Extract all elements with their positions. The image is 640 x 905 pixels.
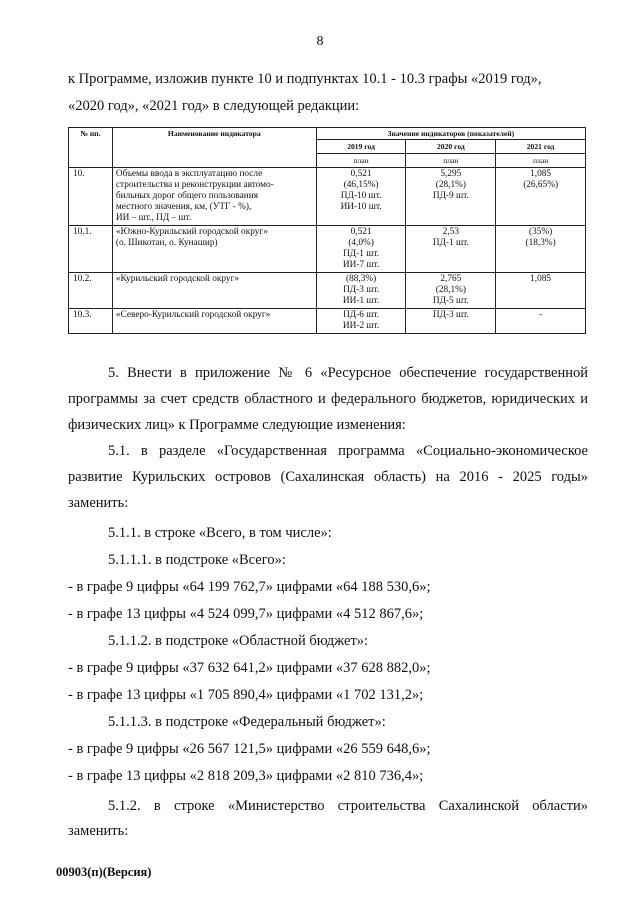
indicator-name-line: местного значения, км, (УТГ - %), [115,202,252,212]
header-plan: план [406,154,496,168]
intro-line-2: «2020 год», «2021 год» в следующей редакции: [68,98,360,114]
paragraph-5-1: 5.1. в разделе «Государственная программа «Социально-экономическое развитие Курильских островов (Сахалинская область) на 2016 - 2025 годы» заменить: [68,443,588,511]
header-year-2019: 2019 год [316,140,406,154]
change-line-6: - в графе 13 цифры «2 818 209,3» цифрами «2 810 736,4»; [68,768,424,784]
header-values: Значение индикаторов (показателей) [316,128,585,140]
value-2019-line: (4,0%) [348,238,374,248]
header-name: Наименование индикатора [112,128,316,168]
value-2019-line: (46,15%) [343,180,379,190]
change-line-5: - в графе 9 цифры «26 567 121,5» цифрами «26 559 648,6»; [68,741,431,757]
page-number: 8 [316,34,324,49]
value-2020 [406,273,496,309]
indicator-name [112,168,316,226]
indicator-name-line: строительства и реконструкции автомо- [115,180,274,190]
value-2020 [406,168,496,226]
paragraph-5-1-2: 5.1.2. в строке «Министерство строительства Сахалинской области» заменить: [68,798,588,839]
indicator-name-line: Объемы ввода в эксплуатацию после [115,169,263,179]
row-number: 10.2. [69,273,113,309]
value-2020-line: 2,53 [442,227,459,237]
value-2020 [406,309,496,334]
row-number: 10.1. [69,226,113,273]
indicator-name-line: «Северо-Курильский городской округ» [115,310,271,320]
value-2021 [496,226,586,273]
value-2021-line: 1,085 [530,274,552,284]
table-row [69,168,586,226]
header-plan: план [316,154,406,168]
value-2021-line: (26,65%) [523,180,559,190]
row-number: 10. [69,168,113,226]
header-year-2020: 2020 год [406,140,496,154]
value-2019-line: ИИ-10 шт. [340,202,382,212]
amendments-section [68,360,588,844]
paragraph-5: 5. Внести в приложение № 6 «Ресурсное обеспечение государственной программы за счет средств областного и федерального бюджетов, юридических и физических лиц» к Программе следующие изменения: [68,365,588,433]
indicator-name-line: бильных дорог общего пользования [115,191,258,201]
indicator-name [112,226,316,273]
indicator-name [112,273,316,309]
value-2021-line: - [539,310,543,320]
header-plan: план [496,154,586,168]
row-number: 10.3. [69,309,113,334]
intro-line-1: к Программе, изложив пункте 10 и подпунктах 10.1 - 10.3 графы «2019 год», [68,71,542,87]
header-num: № пп. [69,128,113,168]
indicators-table [68,127,586,334]
value-2020-line: ПД-1 шт. [432,238,469,248]
value-2019 [316,226,406,273]
header-year-2021: 2021 год [496,140,586,154]
value-2021-line: (35%) [529,227,553,237]
value-2019-line: (88,3%) [345,274,377,284]
indicator-name-line: «Курильский городской округ» [115,274,240,284]
paragraph-5-1-1-2: 5.1.1.2. в подстроке «Областной бюджет»: [108,633,369,649]
value-2019 [316,309,406,334]
value-2019-line: ИИ-2 шт. [342,321,380,331]
value-2019-line: ИИ-7 шт. [342,260,380,270]
value-2021-line: (18,3%) [525,238,556,248]
value-2020-line: (28,1%) [435,180,466,190]
table-row [69,273,586,309]
table-row [69,226,586,273]
change-line-2: - в графе 13 цифры «4 524 099,7» цифрами «4 512 867,6»; [68,606,424,622]
document-code: 00903(п)(Версия) [56,865,152,879]
value-2020-line: ПД-9 шт. [432,191,469,201]
value-2021 [496,273,586,309]
value-2021 [496,309,586,334]
table-row [69,309,586,334]
value-2020-line: 5,295 [440,169,462,179]
value-2020-line: ПД-5 шт. [432,296,469,306]
indicator-name-line: (о. Шикотан, о. Кунашир) [115,238,218,248]
value-2019 [316,273,406,309]
value-2021 [496,168,586,226]
change-line-3: - в графе 9 цифры «37 632 641,2» цифрами «37 628 882,0»; [68,660,431,676]
indicator-name [112,309,316,334]
intro-paragraph [68,66,588,120]
value-2019 [316,168,406,226]
paragraph-5-1-1-3: 5.1.1.3. в подстроке «Федеральный бюджет»: [108,714,386,730]
value-2020 [406,226,496,273]
value-2019-line: ПД-6 шт. [343,310,380,320]
value-2019-line: 0,521 [350,169,372,179]
value-2020-line: ПД-3 шт. [432,310,469,320]
value-2020-line: (28,1%) [435,285,466,295]
paragraph-5-1-1: 5.1.1. в строке «Всего, в том числе»: [108,525,332,541]
table-body [69,168,586,334]
value-2019-line: ИИ-1 шт. [342,296,380,306]
value-2019-line: ПД-10 шт. [340,191,382,201]
value-2019-line: ПД-3 шт. [343,285,380,295]
change-line-1: - в графе 9 цифры «64 199 762,7» цифрами «64 188 530,6»; [68,579,431,595]
indicator-name-line: «Южно-Курильский городской округ» [115,227,268,237]
indicator-name-line: ИИ – шт., ПД – шт. [115,213,192,223]
value-2021-line: 1,085 [530,169,552,179]
value-2019-line: 0,521 [350,227,372,237]
paragraph-5-1-1-1: 5.1.1.1. в подстроке «Всего»: [108,552,286,568]
change-line-4: - в графе 13 цифры «1 705 890,4» цифрами «1 702 131,2»; [68,687,424,703]
value-2019-line: ПД-1 шт. [343,249,380,259]
value-2020-line: 2,765 [440,274,462,284]
